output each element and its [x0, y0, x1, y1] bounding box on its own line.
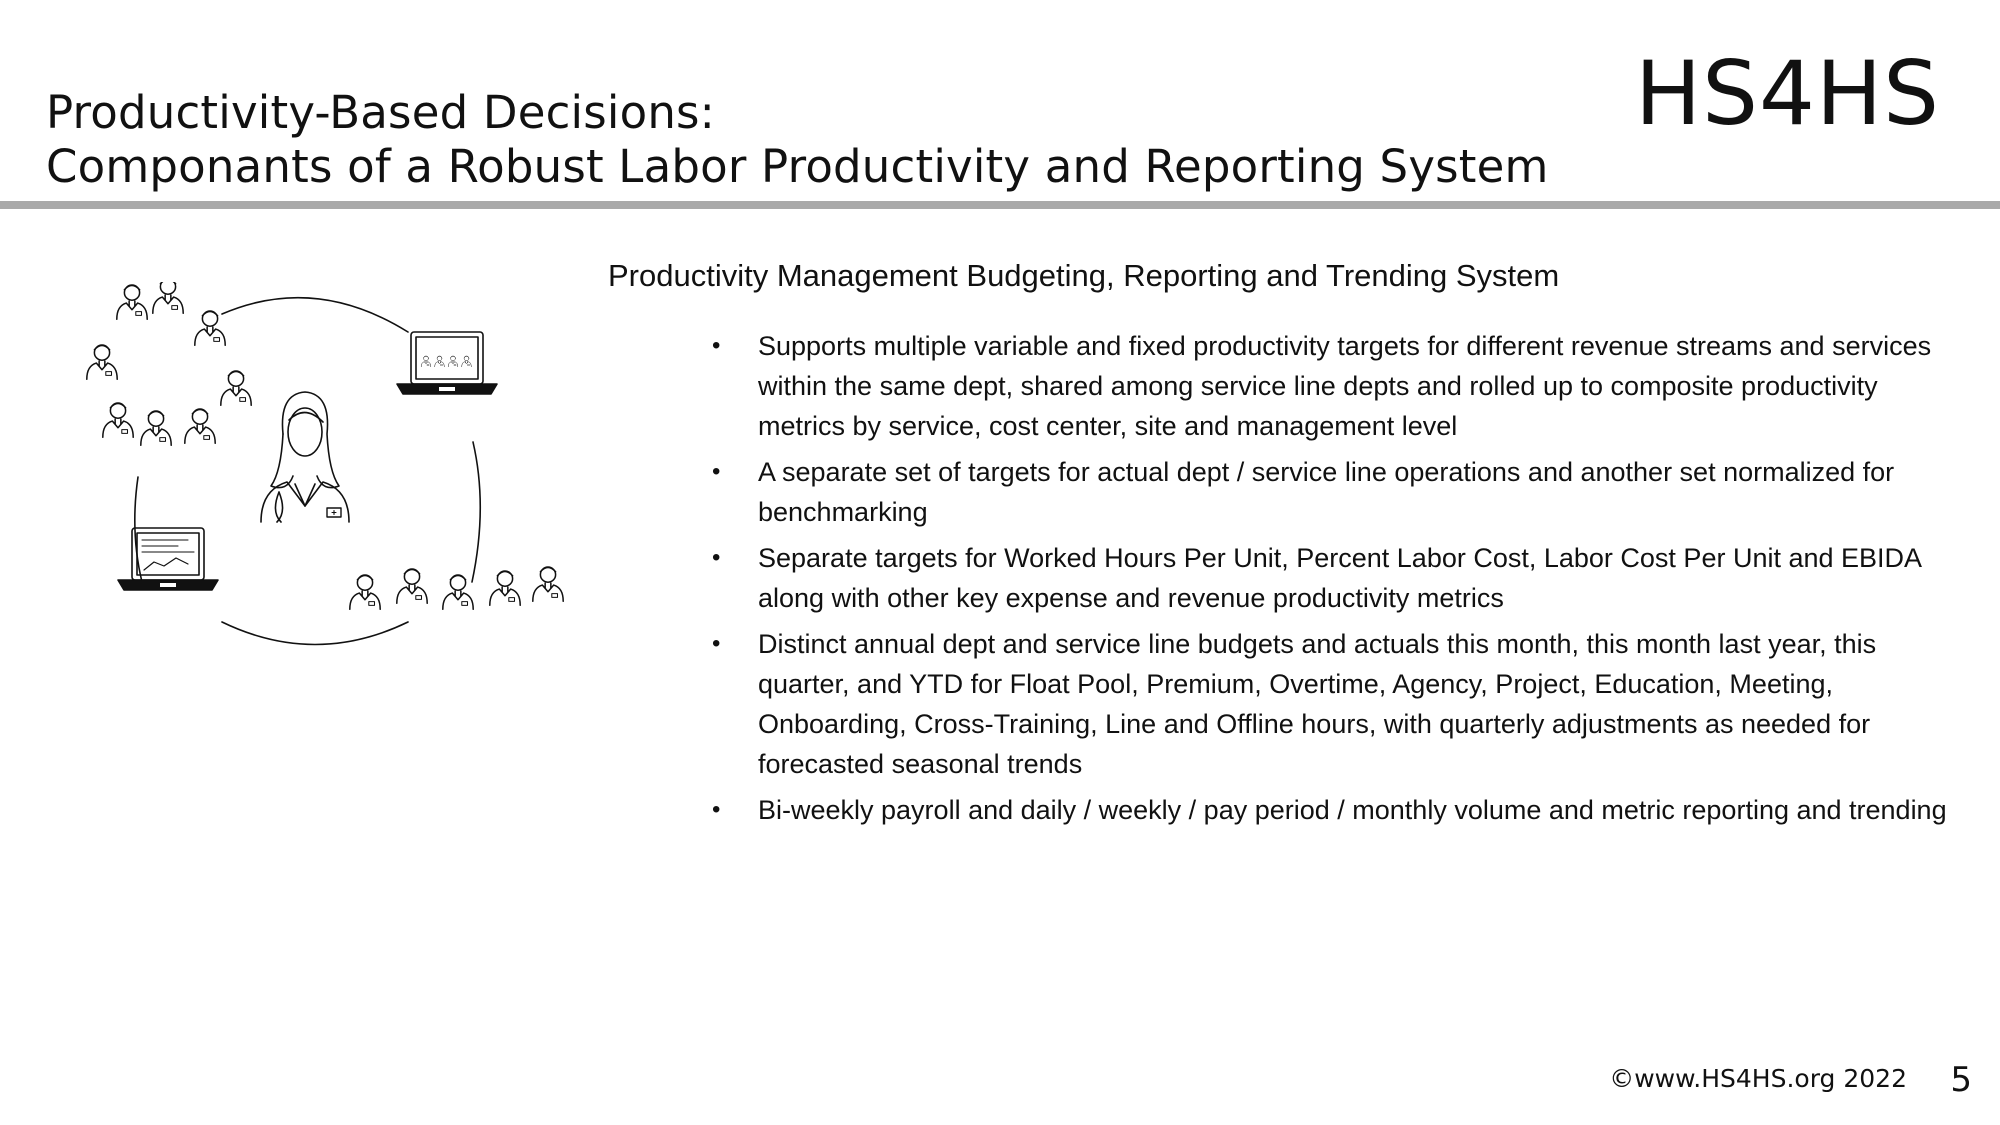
slide-title-line-2: Componants of a Robust Labor Productivity and Reporting System [46, 140, 1549, 193]
bullet-marker: • [712, 544, 721, 571]
bullet-text: Supports multiple variable and fixed productivity targets for different revenue streams and services within the same dept, shared among service line depts and rolled up to composite productivity metrics by service, cost center, site and management level [758, 331, 1932, 441]
healthcare-worker-icon [195, 311, 225, 345]
physician-icon [261, 392, 349, 522]
healthcare-worker-icon [350, 575, 380, 609]
healthcare-worker-icon [443, 575, 473, 609]
slide-title-line-1: Productivity-Based Decisions: [46, 86, 716, 139]
header-divider [0, 201, 2000, 209]
bullet-marker: • [712, 796, 721, 823]
brand-logo-text: HS4HS [1634, 42, 1940, 145]
bullet-list [700, 326, 1960, 836]
list-item [700, 790, 1960, 830]
healthcare-worker-icon [397, 569, 427, 603]
bullet-text: A separate set of targets for actual dept / service line operations and another set normalized for benchmarking [758, 457, 1895, 527]
healthcare-worker-icon [103, 403, 133, 437]
healthcare-worker-icon [141, 411, 171, 445]
section-heading: Productivity Management Budgeting, Reporting and Trending System [608, 258, 1560, 293]
healthcare-worker-icon [153, 282, 183, 313]
page-number: 5 [1950, 1060, 1972, 1100]
healthcare-team-illustration [80, 282, 590, 662]
healthcare-worker-icon [185, 409, 215, 443]
bullet-marker: • [712, 332, 721, 359]
list-item [700, 538, 1960, 618]
healthcare-worker-icon [221, 371, 251, 405]
bullet-marker: • [712, 630, 721, 657]
healthcare-worker-icon [117, 285, 147, 319]
bullet-text: Bi-weekly payroll and daily / weekly / pay period / monthly volume and metric reporting and trending [758, 795, 1947, 825]
bullet-marker: • [712, 458, 721, 485]
list-item [700, 624, 1960, 784]
laptop-icon [118, 528, 218, 590]
bullet-text: Distinct annual dept and service line budgets and actuals this month, this month last year, this quarter, and YTD for Float Pool, Premium, Overtime, Agency, Project, Education, Meeting, Onboarding, Cross-Training, Line and Offline hours, with quarterly adjustments as needed for forecasted seasonal trends [758, 629, 1877, 779]
bullet-text: Separate targets for Worked Hours Per Unit, Percent Labor Cost, Labor Cost Per Unit and EBIDA along with other key expense and revenue productivity metrics [758, 543, 1921, 613]
healthcare-worker-icon [87, 345, 117, 379]
list-item [700, 452, 1960, 532]
healthcare-worker-icon [490, 571, 520, 605]
copyright-footer: ©www.HS4HS.org 2022 [1609, 1064, 1907, 1093]
healthcare-worker-icon [533, 567, 563, 601]
laptop-icon [397, 332, 497, 394]
list-item [700, 326, 1960, 446]
